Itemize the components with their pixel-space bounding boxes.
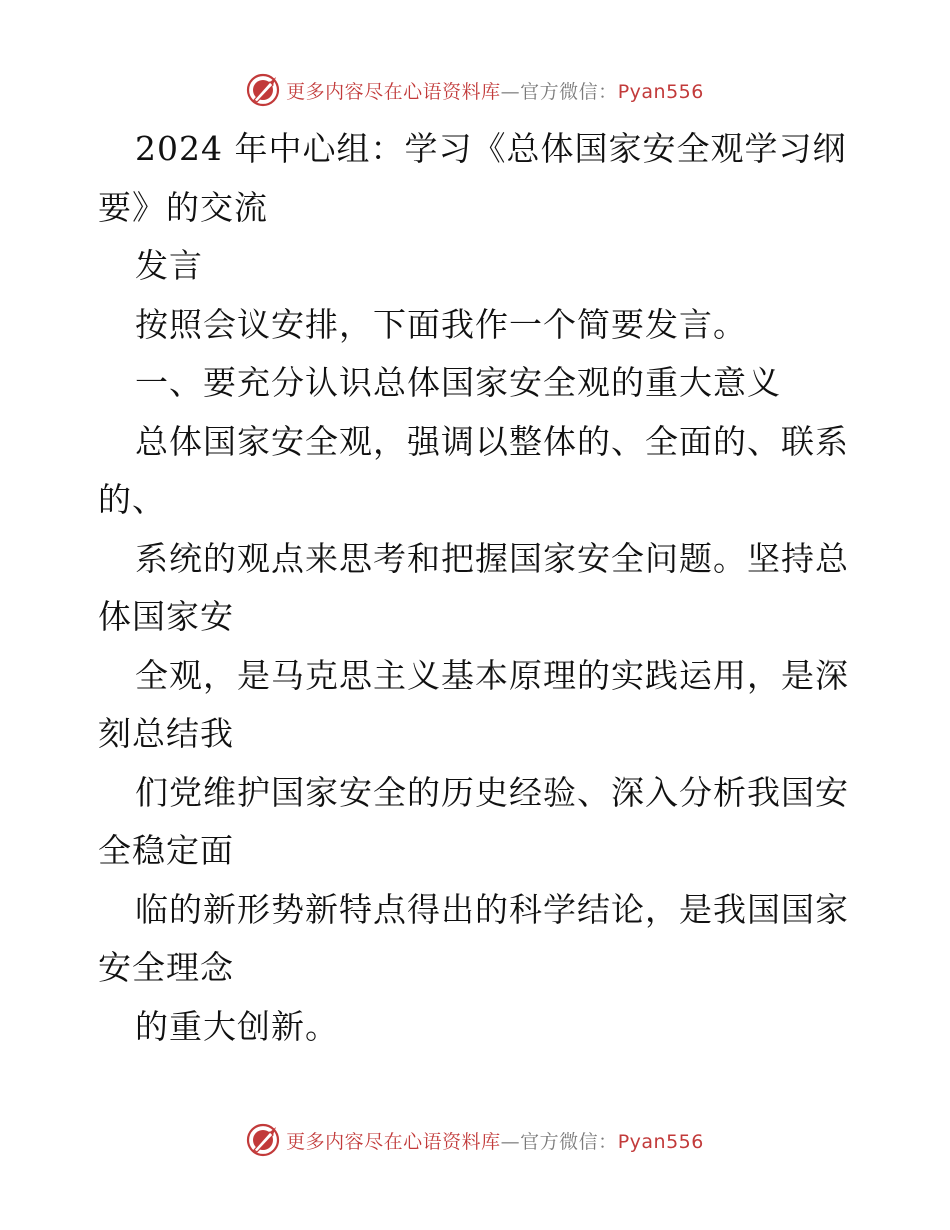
title-line-2: 要》的交流	[98, 187, 268, 227]
paragraph-line: 全稳定面	[98, 831, 234, 870]
banner-dash: —	[500, 1130, 521, 1153]
banner-text	[286, 1127, 704, 1154]
section-heading: 一、要充分认识总体国家安全观的重大意义	[135, 363, 781, 402]
title-line-1: 2024 年中心组：学习《总体国家安全观学习纲	[135, 129, 847, 168]
banner-dash: —	[500, 80, 521, 103]
banner-wechat-label: 官方微信：	[520, 1130, 618, 1153]
banner-account: Pyan556	[617, 1130, 704, 1153]
paragraph-line: 全观，是马克思主义基本原理的实践运用，是深	[135, 655, 849, 695]
banner-brand: 更多内容尽在心语资料库	[286, 80, 501, 103]
banner-text	[286, 77, 704, 104]
quill-pen-logo-icon	[246, 1123, 280, 1157]
banner-wechat-label: 官方微信：	[520, 80, 618, 103]
paragraph-line: 临的新形势新特点得出的科学结论，是我国国家	[135, 889, 849, 929]
banner-account: Pyan556	[617, 80, 704, 103]
title-line-3: 发言	[135, 246, 203, 285]
banner-brand: 更多内容尽在心语资料库	[286, 1130, 501, 1153]
paragraph-line: 安全理念	[98, 948, 234, 987]
paragraph-line: 的、	[98, 480, 166, 519]
footer-banner	[0, 1120, 950, 1160]
paragraph-line: 体国家安	[98, 597, 234, 636]
paragraph-line: 的重大创新。	[135, 1006, 339, 1046]
quill-pen-logo-icon	[246, 73, 280, 107]
header-banner	[0, 70, 950, 110]
paragraph-line: 系统的观点来思考和把握国家安全问题。坚持总	[135, 538, 849, 578]
paragraph-line: 总体国家安全观，强调以整体的、全面的、联系	[135, 421, 849, 461]
paragraph-line: 刻总结我	[98, 714, 234, 753]
paragraph-line: 们党维护国家安全的历史经验、深入分析我国安	[135, 772, 849, 812]
paragraph-line: 按照会议安排，下面我作一个简要发言。	[135, 304, 747, 344]
document-body	[98, 120, 858, 1056]
